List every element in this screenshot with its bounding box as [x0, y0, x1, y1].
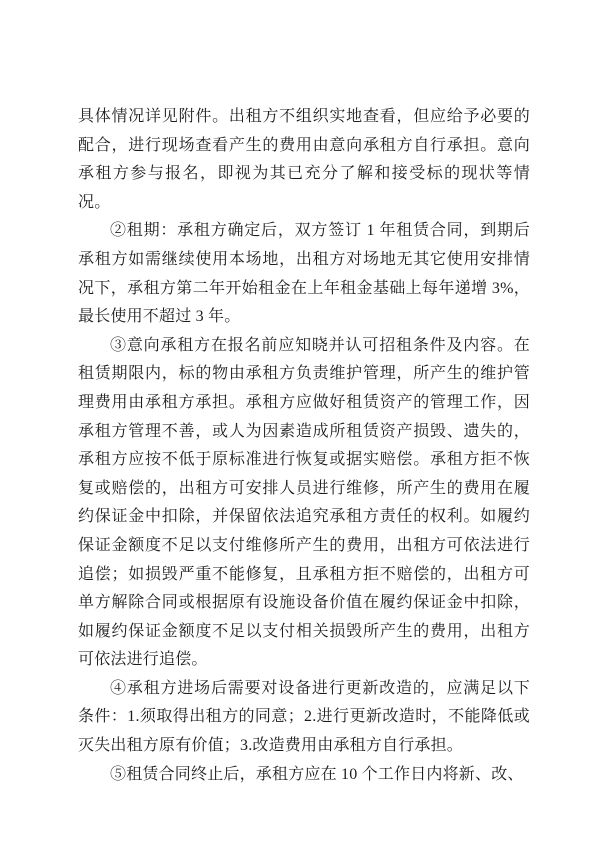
paragraph-clause-5-contract-termination: ⑤租赁合同终止后，承租方应在 10 个工作日内将新、改、 [110, 765, 524, 783]
paragraph-clause-4-renovation-conditions: ④承租方进场后需要对设备进行更新改造的，应满足以下条件：1.须取得出租方的同意；2.进行更新改造时，不能降低或灭失出租方原有价值；3.改造费用由承租方自行承担。 [78, 679, 530, 755]
document-text-block [78, 103, 530, 789]
paragraph-clause-3-maintenance-liability: ③意向承租方在报名前应知晓并认可招租条件及内容。在租赁期限内，标的物由承租方负责维护管理，所产生的维护管理费用由承租方承担。承租方应做好租赁资产的管理工作，因承租方管理不善，或人为因素造成所租赁资产损毁、遗失的，承租方应按不低于原标准进行恢复或据实赔偿。承租方拒不恢复或赔偿的，出租方可安排人员进行维修，所产生的费用在履约保证金中扣除，并保留依法追究承租方责任的权利。如履约保证金额度不足以支付维修所产生的费用，出租方可依法进行追偿；如损毁严重不能修复，且承租方拒不赔偿的，出租方可单方解除合同或根据原有设施设备价值在履约保证金中扣除，如履约保证金额度不足以支付相关损毁所产生的费用，出租方可依法进行追偿。 [78, 336, 530, 669]
paragraph-clause-2-rental-term: ②租期：承租方确定后，双方签订 1 年租赁合同，到期后承租方如需继续使用本场地，出租方对场地无其它使用安排情况下，承租方第二年开始租金在上年租金基础上每年递增 3%，最长使用不超过 3 年。 [78, 222, 530, 326]
paragraph-continuation: 具体情况详见附件。出租方不组织实地查看，但应给予必要的配合，进行现场查看产生的费用由意向承租方自行承担。意向承租方参与报名，即视为其已充分了解和接受标的现状等情况。 [78, 108, 530, 211]
